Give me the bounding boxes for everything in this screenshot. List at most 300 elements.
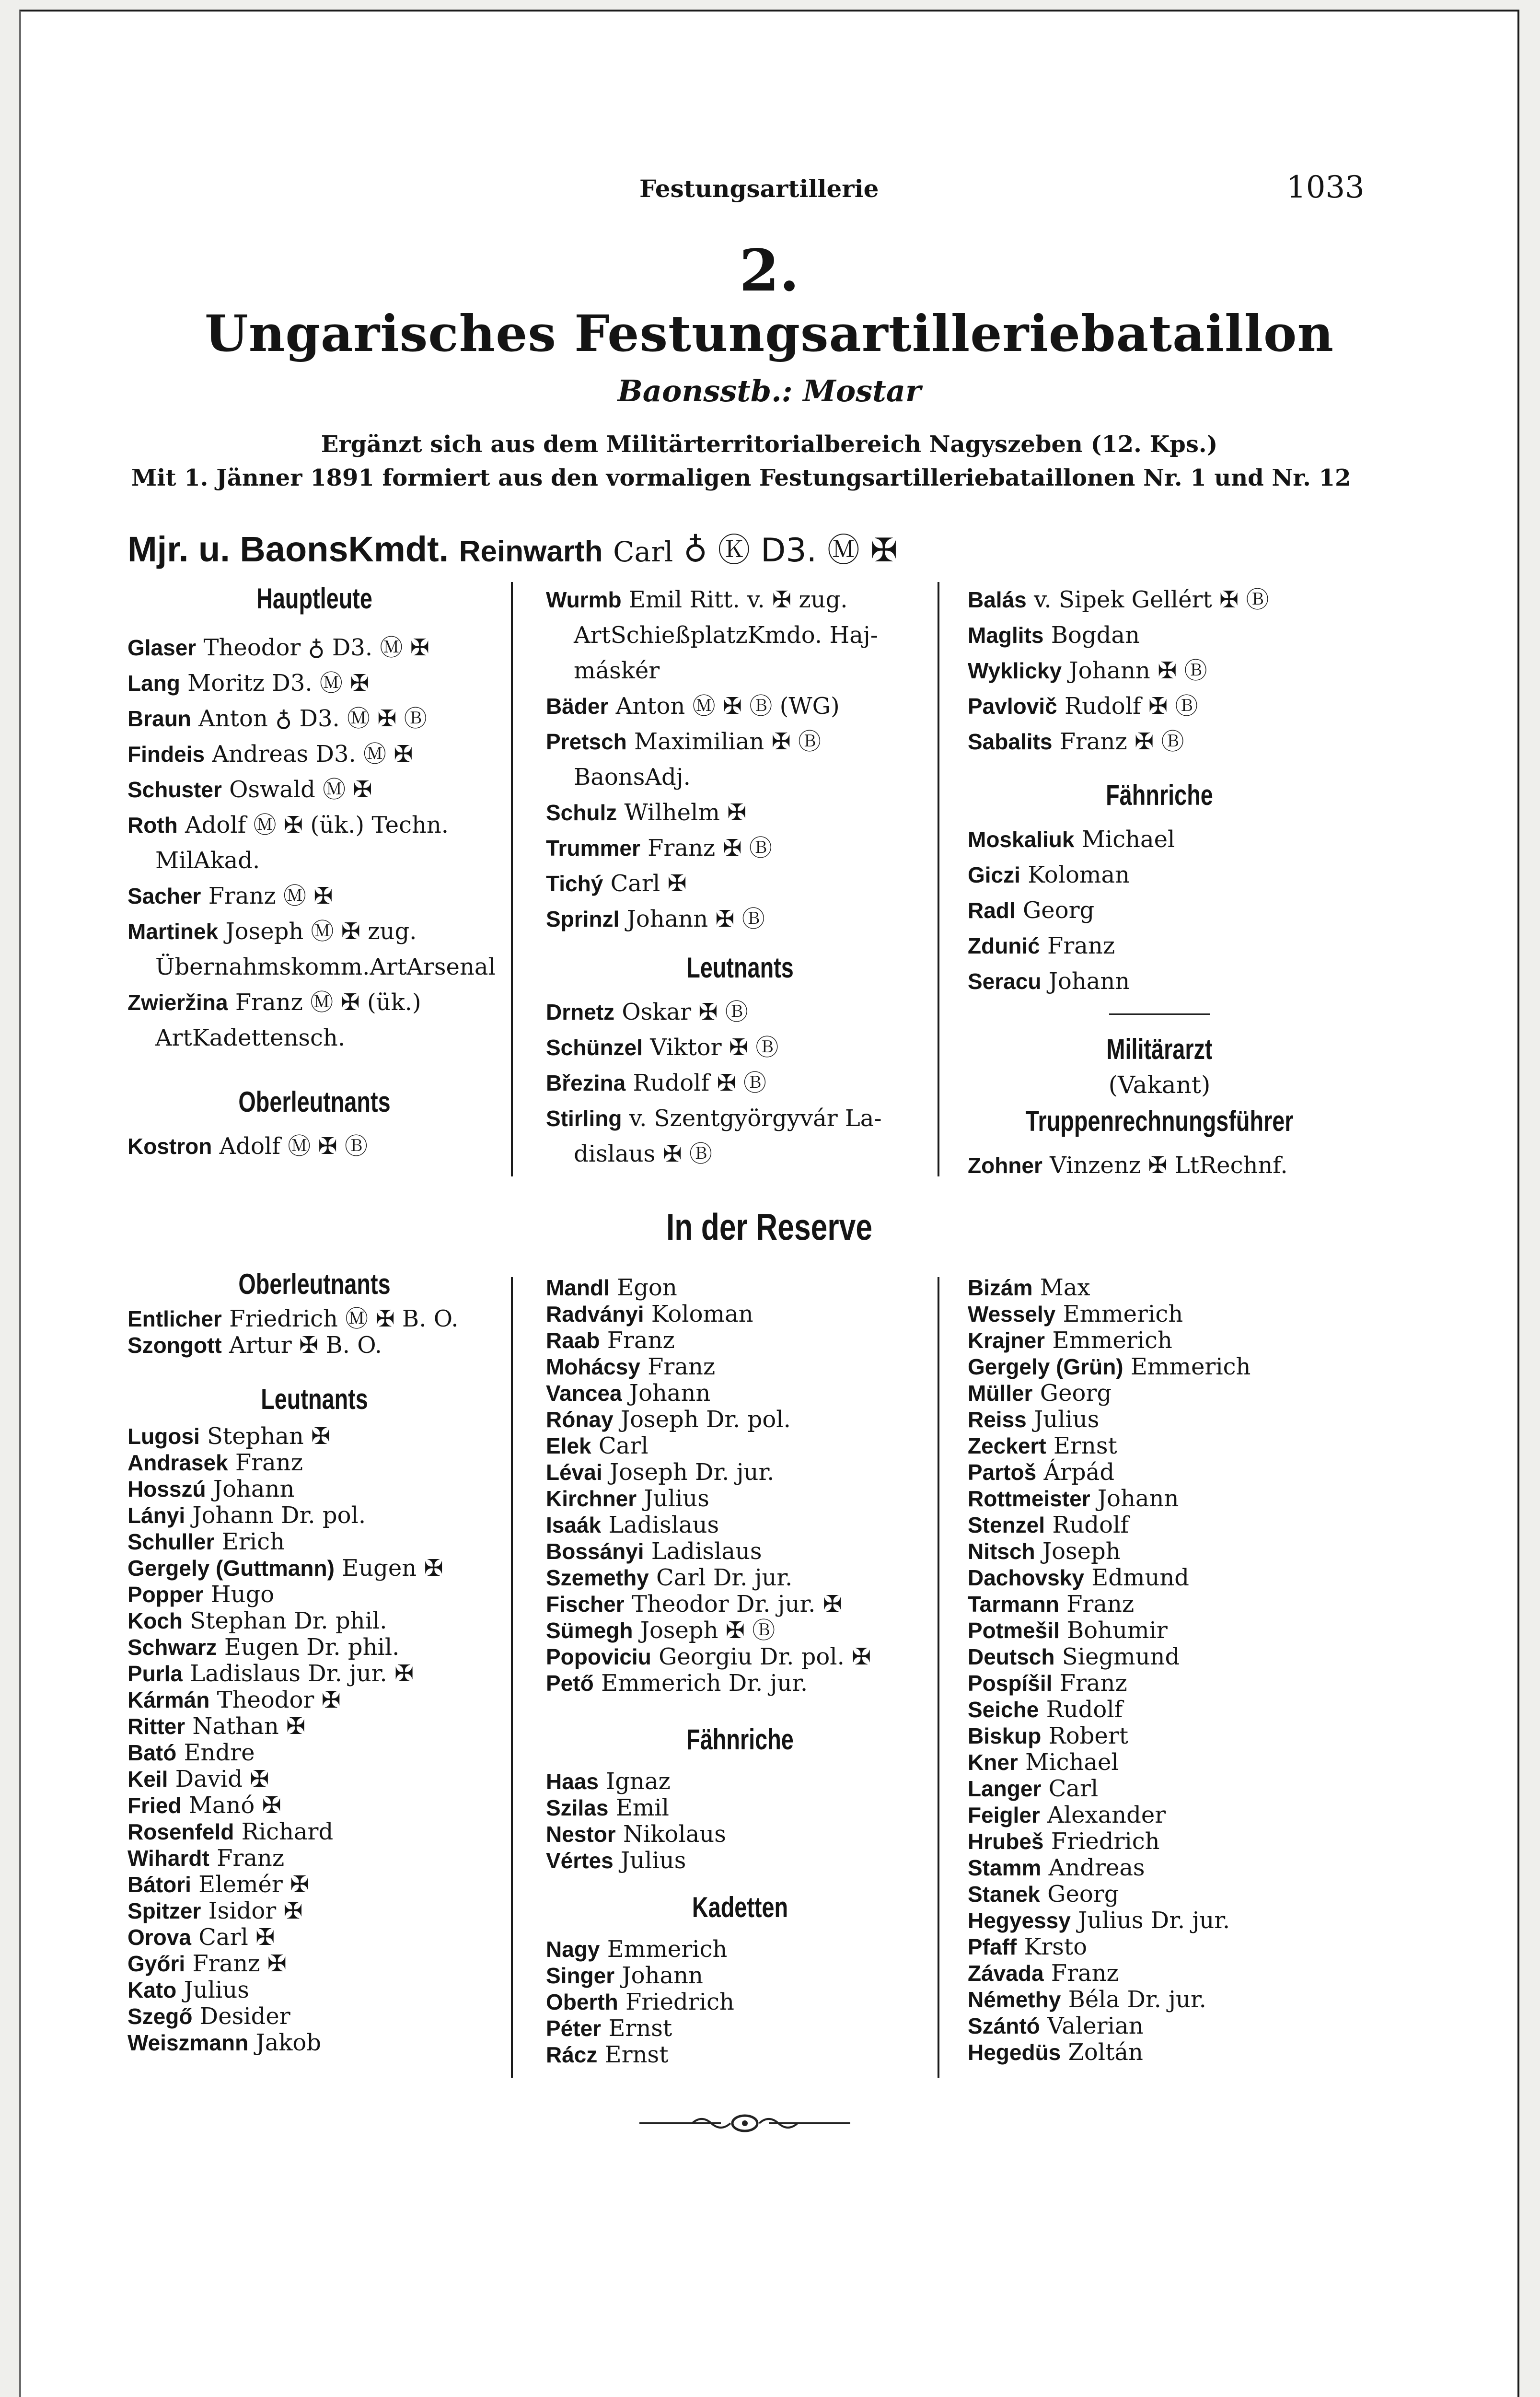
entry-surname: Lugosi — [127, 1424, 200, 1449]
roster-entry — [127, 630, 506, 665]
entry-details: Stephan ✠ — [207, 1423, 331, 1450]
entry-surname: Orova — [127, 1925, 191, 1950]
reserve-lieutenants-list-col3 — [968, 1275, 1351, 2066]
entry-details: Joseph — [1042, 1538, 1121, 1565]
entry-details: Franz — [648, 1353, 716, 1380]
entry-details: Franz — [1066, 1591, 1135, 1617]
reserve-first-lieutenants-list — [127, 1306, 506, 1359]
reserve-lieutenants-list-cont — [546, 1275, 934, 1697]
roster-entry — [968, 1908, 1351, 1934]
entry-details: Joseph Ⓜ ✠ zug. — [225, 918, 417, 945]
entry-details: Bohumir — [1067, 1617, 1168, 1644]
entry-details: Egon — [617, 1274, 677, 1301]
roster-entry — [968, 893, 1351, 928]
entry-details: Johann — [213, 1476, 295, 1502]
roster-entry — [968, 2013, 1351, 2039]
entry-surname: Koch — [127, 1608, 183, 1633]
entry-details: Franz ✠ — [192, 1950, 287, 1977]
entry-details: Ignaz — [606, 1768, 671, 1795]
entry-details: Johann — [1097, 1485, 1179, 1512]
entry-surname: Schulz — [546, 800, 617, 825]
entry-surname: Haas — [546, 1769, 599, 1794]
entry-surname: Pető — [546, 1671, 594, 1696]
entry-surname: Trummer — [546, 836, 640, 861]
entry-details: Joseph Dr. jur. — [609, 1459, 775, 1486]
entry-details: Manó ✠ — [188, 1792, 281, 1819]
commander-rank: Mjr. u. BaonsKmdt. — [127, 529, 449, 569]
entry-surname: Tarmann — [968, 1592, 1059, 1617]
entry-details: Robert — [1048, 1722, 1129, 1749]
entry-details: Emmerich — [1130, 1353, 1251, 1380]
entry-details: Julius Dr. jur. — [1078, 1907, 1230, 1934]
entry-details: Richard — [241, 1818, 334, 1845]
running-head: Festungsartillerie — [639, 175, 879, 203]
roster-entry — [968, 1776, 1351, 1802]
entry-details: Joseph ✠ Ⓑ — [640, 1617, 776, 1644]
entry-surname: Popper — [127, 1582, 204, 1607]
entry-details: Friedrich — [1051, 1828, 1160, 1855]
entry-surname: Moskaliuk — [968, 827, 1075, 852]
active-captains-list-cont — [546, 582, 934, 937]
roster-entry — [968, 1148, 1351, 1183]
roster-entry — [546, 1644, 934, 1670]
entry-details: Franz ✠ Ⓑ — [648, 835, 772, 861]
entry-surname: Gergely (Grün) — [968, 1354, 1123, 1379]
roster-entry — [968, 857, 1351, 893]
roster-entry — [127, 1332, 506, 1359]
unit-title: Ungarisches Festungsartilleriebataillon — [205, 304, 1334, 363]
entry-details: Emil — [615, 1794, 669, 1821]
roster-entry — [127, 1872, 506, 1898]
roster-entry — [546, 1538, 934, 1565]
roster-entry — [127, 665, 506, 701]
entry-surname: Lang — [127, 671, 180, 696]
entry-surname: Hrubeš — [968, 1829, 1044, 1854]
roster-entry — [968, 1538, 1351, 1565]
entry-surname: Szongott — [127, 1333, 222, 1358]
entry-surname: Schünzel — [546, 1035, 643, 1060]
entry-details: Friedrich — [625, 1989, 734, 2015]
active-first-lieutenants-list — [127, 1129, 506, 1164]
entry-surname: Reiss — [968, 1407, 1027, 1432]
entry-surname: Lévai — [546, 1460, 602, 1485]
reserve-heading-lieutenants: Leutnants — [261, 1383, 368, 1415]
entry-details: Franz — [235, 1449, 303, 1476]
entry-details: Julius — [644, 1485, 709, 1512]
roster-entry — [127, 878, 506, 914]
entry-surname: Pospíšil — [968, 1671, 1053, 1696]
entry-details: Johann — [622, 1962, 703, 1989]
roster-entry — [546, 1407, 934, 1433]
roster-entry — [127, 1951, 506, 1977]
entry-details: Adolf Ⓜ ✠ (ük.) Techn. — [185, 812, 449, 838]
entry-details: Emmerich — [607, 1936, 728, 1963]
roster-entry — [127, 1555, 506, 1582]
entry-surname: Findeis — [127, 742, 205, 767]
entry-details: Franz — [1047, 932, 1115, 959]
entry-surname: Zdunić — [968, 933, 1040, 958]
entry-surname: Dachovsky — [968, 1565, 1084, 1590]
entry-surname: Bizám — [968, 1275, 1033, 1300]
entry-surname: Schwarz — [127, 1635, 217, 1660]
roster-entry — [546, 1275, 934, 1301]
roster-entry — [546, 1936, 934, 1963]
heading-medical-officer: Militärarzt — [1106, 1033, 1213, 1065]
active-first-lieutenants-list-cont — [968, 582, 1351, 759]
closing-ornament-icon — [639, 2111, 850, 2135]
roster-entry — [546, 2042, 934, 2068]
entry-details: Ernst — [1053, 1432, 1117, 1459]
entry-surname: Schuster — [127, 777, 222, 802]
roster-entry — [546, 1670, 934, 1697]
entry-details: Übernahmskomm.ArtArsenal — [155, 954, 496, 980]
roster-entry — [546, 1963, 934, 1989]
roster-entry — [968, 1881, 1351, 1908]
roster-entry — [968, 1407, 1351, 1433]
entry-details: Hugo — [210, 1581, 275, 1608]
entry-details: Nathan ✠ — [192, 1713, 306, 1740]
roster-entry — [546, 617, 934, 653]
entry-surname: Krajner — [968, 1328, 1045, 1353]
entry-surname: Zeckert — [968, 1433, 1046, 1458]
column-divider — [511, 582, 513, 1176]
entry-surname: Entlicher — [127, 1306, 222, 1331]
entry-surname: Fischer — [546, 1592, 625, 1617]
formation-note: Mit 1. Jänner 1891 formiert aus den vormaligen Festungsartilleriebataillonen Nr. 1 und Nr. 12 — [131, 465, 1351, 491]
roster-entry — [546, 994, 934, 1030]
entry-details: Johann — [629, 1380, 711, 1407]
roster-entry — [968, 1301, 1351, 1327]
roster-entry — [546, 759, 934, 795]
roster-entry — [968, 688, 1351, 724]
entry-surname: Braun — [127, 706, 191, 731]
entry-details: Adolf Ⓜ ✠ Ⓑ — [219, 1133, 368, 1160]
entry-surname: Wessely — [968, 1302, 1056, 1326]
roster-entry — [127, 772, 506, 807]
entry-details: Anton ♁ D3. Ⓜ ✠ Ⓑ — [198, 705, 427, 732]
entry-surname: Popoviciu — [546, 1644, 651, 1669]
entry-details: Stephan Dr. phil. — [190, 1607, 387, 1634]
entry-surname: Szegő — [127, 2004, 193, 2029]
reserve-title: In der Reserve — [666, 1206, 873, 1248]
entry-details: Franz Ⓜ ✠ (ük.) — [235, 989, 421, 1016]
roster-entry — [546, 1433, 934, 1459]
entry-details: Carl ✠ — [610, 870, 687, 897]
entry-details: Franz — [1051, 1960, 1119, 1987]
reserve-lieutenants-list — [127, 1423, 506, 2056]
entry-surname: Bátori — [127, 1872, 191, 1897]
roster-entry — [127, 736, 506, 772]
entry-surname: Kostron — [127, 1134, 212, 1159]
roster-entry — [968, 1855, 1351, 1881]
roster-entry — [968, 928, 1351, 964]
roster-entry — [127, 1608, 506, 1634]
entry-surname: Szemethy — [546, 1565, 649, 1590]
roster-entry — [546, 1065, 934, 1101]
roster-entry — [127, 985, 506, 1020]
entry-details: Jakob — [255, 2029, 322, 2056]
entry-surname: Stirling — [546, 1106, 622, 1131]
entry-details: Georg — [1040, 1380, 1112, 1407]
entry-details: Julius — [620, 1847, 686, 1874]
entry-details: Ladislaus — [608, 1512, 719, 1538]
roster-entry — [968, 1486, 1351, 1512]
entry-surname: Hegyessy — [968, 1908, 1071, 1933]
entry-details: Franz Ⓜ ✠ — [208, 883, 333, 909]
entry-details: Edmund — [1091, 1564, 1190, 1591]
entry-details: Siegmund — [1062, 1643, 1180, 1670]
entry-details: Béla Dr. jur. — [1068, 1986, 1206, 2013]
entry-details: Johann ✠ Ⓑ — [626, 906, 765, 932]
active-captains-list — [127, 630, 506, 1056]
entry-details: Georg — [1047, 1881, 1119, 1908]
entry-details: Viktor ✠ Ⓑ — [650, 1034, 779, 1061]
entry-surname: Spitzer — [127, 1898, 201, 1923]
roster-entry — [127, 949, 506, 985]
roster-entry — [546, 901, 934, 937]
entry-surname: Rácz — [546, 2042, 598, 2067]
roster-entry — [127, 1306, 506, 1332]
entry-surname: Stamm — [968, 1855, 1042, 1880]
reserve-cadets-list — [546, 1936, 934, 2068]
entry-details: Andreas — [1048, 1854, 1145, 1881]
entry-surname: Müller — [968, 1381, 1033, 1406]
station-line: Baonsstb.: Mostar — [617, 373, 921, 408]
roster-entry — [546, 1795, 934, 1821]
entry-surname: Elek — [546, 1433, 591, 1458]
entry-surname: Wurmb — [546, 587, 622, 612]
entry-details: Emmerich Dr. jur. — [601, 1670, 808, 1697]
entry-surname: Balás — [968, 587, 1027, 612]
entry-details: Ernst — [604, 2041, 669, 2068]
roster-entry — [968, 1934, 1351, 1960]
entry-surname: Sümegh — [546, 1618, 633, 1643]
column-divider — [511, 1277, 513, 2078]
roster-entry — [546, 1486, 934, 1512]
entry-details: Joseph Dr. pol. — [620, 1406, 791, 1433]
entry-details: Ladislaus Dr. jur. ✠ — [190, 1660, 414, 1687]
roster-entry — [968, 822, 1351, 857]
entry-surname: Gergely (Guttmann) — [127, 1556, 335, 1581]
entry-surname: Bäder — [546, 694, 609, 719]
entry-surname: Singer — [546, 1963, 615, 1988]
roster-entry — [127, 2003, 506, 2030]
entry-details: David ✠ — [175, 1766, 269, 1792]
roster-entry — [968, 653, 1351, 688]
entry-surname: Potmešil — [968, 1618, 1060, 1643]
roster-entry — [968, 617, 1351, 653]
section-rule — [1109, 1013, 1210, 1015]
entry-surname: Tichý — [546, 871, 603, 896]
roster-entry — [127, 1766, 506, 1792]
reserve-heading-cadets: Kadetten — [692, 1891, 788, 1923]
entry-details: Wilhelm ✠ — [624, 799, 747, 826]
entry-details: máskér — [574, 657, 660, 684]
roster-entry — [546, 582, 934, 617]
entry-surname: Schuller — [127, 1529, 215, 1554]
roster-entry — [127, 701, 506, 736]
entry-details: Theodor Dr. jur. ✠ — [631, 1591, 842, 1617]
roster-entry — [127, 1661, 506, 1687]
entry-details: Eugen ✠ — [342, 1555, 443, 1582]
roster-entry — [127, 1423, 506, 1450]
entry-surname: Zohner — [968, 1153, 1042, 1178]
roster-entry — [127, 1977, 506, 2003]
entry-details: Ernst — [608, 2015, 672, 2042]
entry-surname: Némethy — [968, 1987, 1061, 2012]
roster-entry — [968, 1354, 1351, 1380]
roster-entry — [546, 1327, 934, 1354]
roster-entry — [127, 1129, 506, 1164]
entry-details: Carl — [1048, 1775, 1099, 1802]
roster-entry — [546, 866, 934, 901]
entry-details: Moritz D3. Ⓜ ✠ — [187, 670, 370, 697]
roster-entry — [968, 1327, 1351, 1354]
entry-details: Oskar ✠ Ⓑ — [622, 999, 748, 1025]
roster-entry — [127, 1529, 506, 1555]
entry-surname: Raab — [546, 1328, 600, 1353]
roster-entry — [968, 1828, 1351, 1855]
roster-entry — [968, 1987, 1351, 2013]
entry-details: Eugen Dr. phil. — [224, 1634, 400, 1661]
entry-surname: Hosszú — [127, 1477, 206, 1501]
roster-entry — [127, 1634, 506, 1661]
roster-entry — [546, 1380, 934, 1407]
entry-details: Franz ✠ Ⓑ — [1059, 728, 1184, 755]
entry-surname: Fried — [127, 1793, 182, 1818]
entry-surname: Sabalits — [968, 729, 1053, 754]
entry-details: BaonsAdj. — [574, 764, 691, 791]
entry-surname: Isaák — [546, 1513, 602, 1537]
entry-details: Rudolf — [1052, 1512, 1129, 1538]
roster-entry — [546, 1136, 934, 1172]
entry-surname: Andrasek — [127, 1450, 228, 1475]
entry-surname: Purla — [127, 1661, 183, 1686]
roster-entry — [968, 724, 1351, 759]
entry-details: Rudolf ✠ Ⓑ — [633, 1070, 766, 1096]
entry-surname: Závada — [968, 1961, 1044, 1986]
entry-details: v. Szentgyörgyvár La- — [629, 1105, 882, 1132]
entry-surname: Biskup — [968, 1723, 1042, 1748]
roster-entry — [127, 1450, 506, 1476]
entry-details: Zoltán — [1068, 2039, 1143, 2066]
entry-surname: Radványi — [546, 1302, 644, 1326]
entry-details: Max — [1040, 1274, 1090, 1301]
entry-details: ArtKadettensch. — [155, 1024, 346, 1051]
roster-entry — [546, 1459, 934, 1486]
roster-entry — [127, 914, 506, 949]
entry-surname: Maglits — [968, 623, 1044, 648]
entry-details: Theodor ♁ D3. Ⓜ ✠ — [203, 634, 429, 661]
entry-details: v. Sipek Gellért ✠ Ⓑ — [1034, 586, 1269, 613]
entry-surname: Giczi — [968, 862, 1020, 887]
entry-details: Rudolf ✠ Ⓑ — [1064, 693, 1198, 720]
entry-surname: Nestor — [546, 1822, 616, 1847]
entry-surname: Glaser — [127, 635, 197, 660]
entry-surname: Deutsch — [968, 1644, 1055, 1669]
roster-entry — [546, 1591, 934, 1617]
commander-line — [127, 524, 897, 571]
roster-entry — [968, 582, 1351, 617]
roster-entry — [546, 1030, 934, 1065]
entry-surname: Oberth — [546, 1990, 618, 2014]
entry-details: Julius — [184, 1977, 249, 2003]
entry-details: Andreas D3. Ⓜ ✠ — [212, 741, 413, 768]
entry-details: Franz — [217, 1845, 285, 1872]
entry-details: Anton Ⓜ ✠ Ⓑ (WG) — [615, 693, 840, 720]
roster-entry — [127, 1020, 506, 1056]
entry-details: ArtSchießplatzKmdo. Haj- — [574, 622, 878, 649]
entry-details: Johann — [1048, 968, 1130, 995]
entry-details: Ladislaus — [651, 1538, 762, 1565]
roster-entry — [968, 1617, 1351, 1644]
roster-entry — [968, 964, 1351, 999]
roster-entry — [127, 1687, 506, 1713]
entry-surname: Pfaff — [968, 1934, 1017, 1959]
page-number: 1033 — [1286, 170, 1365, 205]
entry-surname: Seiche — [968, 1697, 1039, 1722]
roster-entry — [546, 795, 934, 830]
entry-surname: Péter — [546, 2016, 602, 2041]
entry-details: Artur ✠ B. O. — [229, 1332, 382, 1359]
entry-surname: Mohácsy — [546, 1354, 640, 1379]
entry-surname: Martinek — [127, 919, 219, 944]
entry-details: Friedrich Ⓜ ✠ B. O. — [229, 1305, 459, 1332]
active-lieutenants-list — [546, 994, 934, 1172]
entry-surname: Partoš — [968, 1460, 1037, 1485]
entry-details: Maximilian ✠ Ⓑ — [634, 728, 822, 755]
roster-entry — [546, 830, 934, 866]
entry-details: Carl ✠ — [198, 1924, 275, 1951]
entry-surname: Stenzel — [968, 1513, 1045, 1537]
roster-entry — [546, 1301, 934, 1327]
roster-entry — [546, 1101, 934, 1136]
entry-details: Isidor ✠ — [208, 1897, 303, 1924]
entry-details: Nikolaus — [623, 1821, 726, 1848]
entry-surname: Sacher — [127, 884, 201, 908]
roster-entry — [127, 1740, 506, 1766]
column-divider — [938, 1277, 939, 2078]
commander-surname: Reinwarth — [459, 535, 603, 568]
entry-surname: Ritter — [127, 1714, 185, 1739]
entry-surname: Hegedüs — [968, 2040, 1061, 2065]
entry-details: Michael — [1025, 1749, 1119, 1776]
roster-entry — [546, 1512, 934, 1538]
entry-details: Krsto — [1024, 1933, 1088, 1960]
roster-entry — [127, 807, 506, 843]
entry-details: Johann Dr. pol. — [192, 1502, 366, 1529]
entry-details: Emmerich — [1052, 1327, 1172, 1354]
entry-details: Georgiu Dr. pol. ✠ — [659, 1643, 871, 1670]
heading-ensigns: Fähnriche — [1106, 779, 1213, 811]
reserve-ensigns-list — [546, 1769, 934, 1874]
commander-given-name: Carl — [613, 535, 673, 568]
entry-surname: Drnetz — [546, 1000, 615, 1024]
roster-entry — [127, 1476, 506, 1502]
roster-entry — [127, 1898, 506, 1924]
entry-details: Carl — [598, 1432, 648, 1459]
entry-details: Endre — [184, 1739, 255, 1766]
roster-entry — [127, 843, 506, 878]
heading-lieutenants: Leutnants — [686, 952, 794, 984]
entry-surname: Bossányi — [546, 1539, 644, 1564]
roster-entry — [127, 1819, 506, 1845]
entry-details: Koloman — [651, 1301, 753, 1327]
entry-surname: Vancea — [546, 1381, 622, 1406]
entry-surname: Zwieržina — [127, 990, 228, 1015]
roster-entry — [546, 724, 934, 759]
roster-entry — [968, 1591, 1351, 1617]
